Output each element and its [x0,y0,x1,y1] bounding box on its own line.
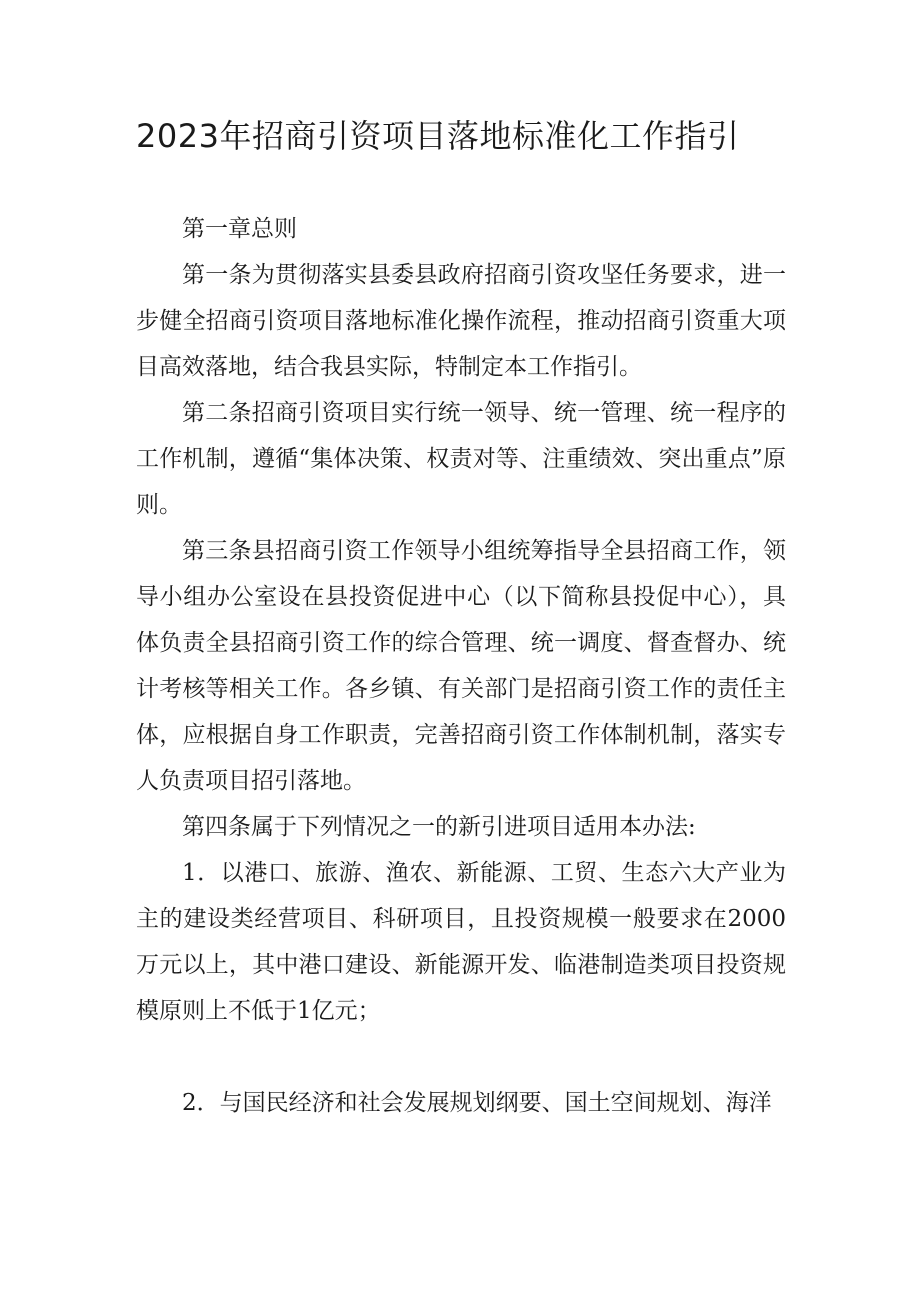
article-2: 第二条招商引资项目实行统一领导、统一管理、统一程序的工作机制，遵循“集体决策、权责对等、注重绩效、突出重点”原则。 [136,400,786,518]
document-body [136,206,786,1126]
list-item-2: 2．与国民经济和社会发展规划纲要、国土空间规划、海洋 [182,1090,772,1116]
list-item-1: 1．以港口、旅游、渔农、新能源、工贸、生态六大产业为主的建设类经营项目、科研项目，且投资规模一般要求在2000万元以上，其中港口建设、新能源开发、临港制造类项目投资规模原则上不低于1亿元； [136,860,786,1024]
article-1: 第一条为贯彻落实县委县政府招商引资攻坚任务要求，进一步健全招商引资项目落地标准化操作流程，推动招商引资重大项目高效落地，结合我县实际，特制定本工作指引。 [136,262,786,380]
article-3: 第三条县招商引资工作领导小组统筹指导全县招商工作，领导小组办公室设在县投资促进中心（以下简称县投促中心），具体负责全县招商引资工作的综合管理、统一调度、督查督办、统计考核等相关工作。各乡镇、有关部门是招商引资工作的责任主体，应根据自身工作职责，完善招商引资工作体制机制，落实专人负责项目招引落地。 [136,538,786,794]
chapter-heading: 第一章总则 [182,216,297,242]
article-4: 第四条属于下列情况之一的新引进项目适用本办法: [182,814,696,840]
document-title: 2023年招商引资项目落地标准化工作指引 [136,117,740,155]
